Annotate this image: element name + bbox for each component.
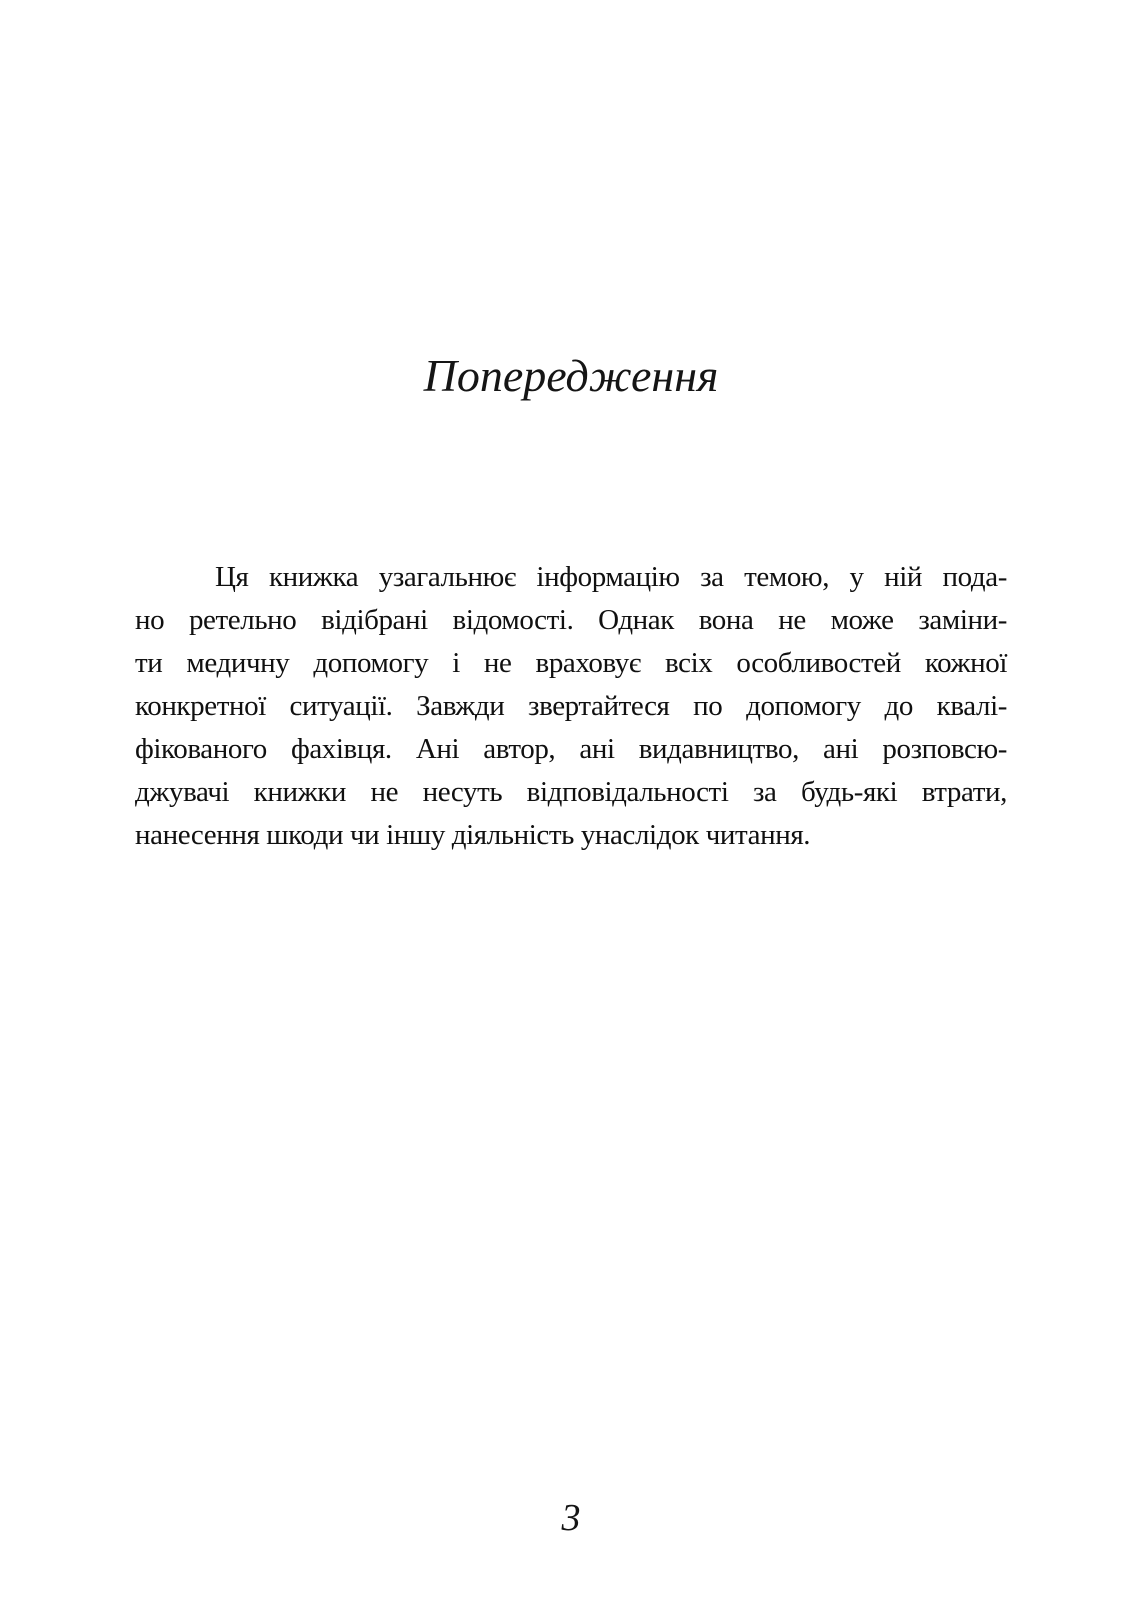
page-number: 3	[561, 1497, 581, 1539]
page-title: Попередження	[423, 350, 719, 401]
paragraph-line: но ретельно відібрані відомості. Однак вона не може заміни-	[135, 604, 1007, 636]
paragraph-line: ти медичну допомогу і не враховує всіх особливостей кожної	[135, 647, 1007, 679]
warning-paragraph	[135, 556, 1007, 857]
paragraph-line: джувачі книжки не несуть відповідальності за будь-які втрати,	[135, 776, 1007, 808]
paragraph-line: конкретної ситуації. Завжди звертайтеся по допомогу до квалі-	[135, 690, 1007, 722]
paragraph-line: Ця книжка узагальнює інформацію за темою, у ній пода-	[215, 561, 1007, 593]
paragraph-line: фікованого фахівця. Ані автор, ані видавництво, ані розповсю-	[135, 733, 1007, 765]
paragraph-line: нанесення шкоди чи іншу діяльність унаслідок читання.	[135, 819, 811, 851]
